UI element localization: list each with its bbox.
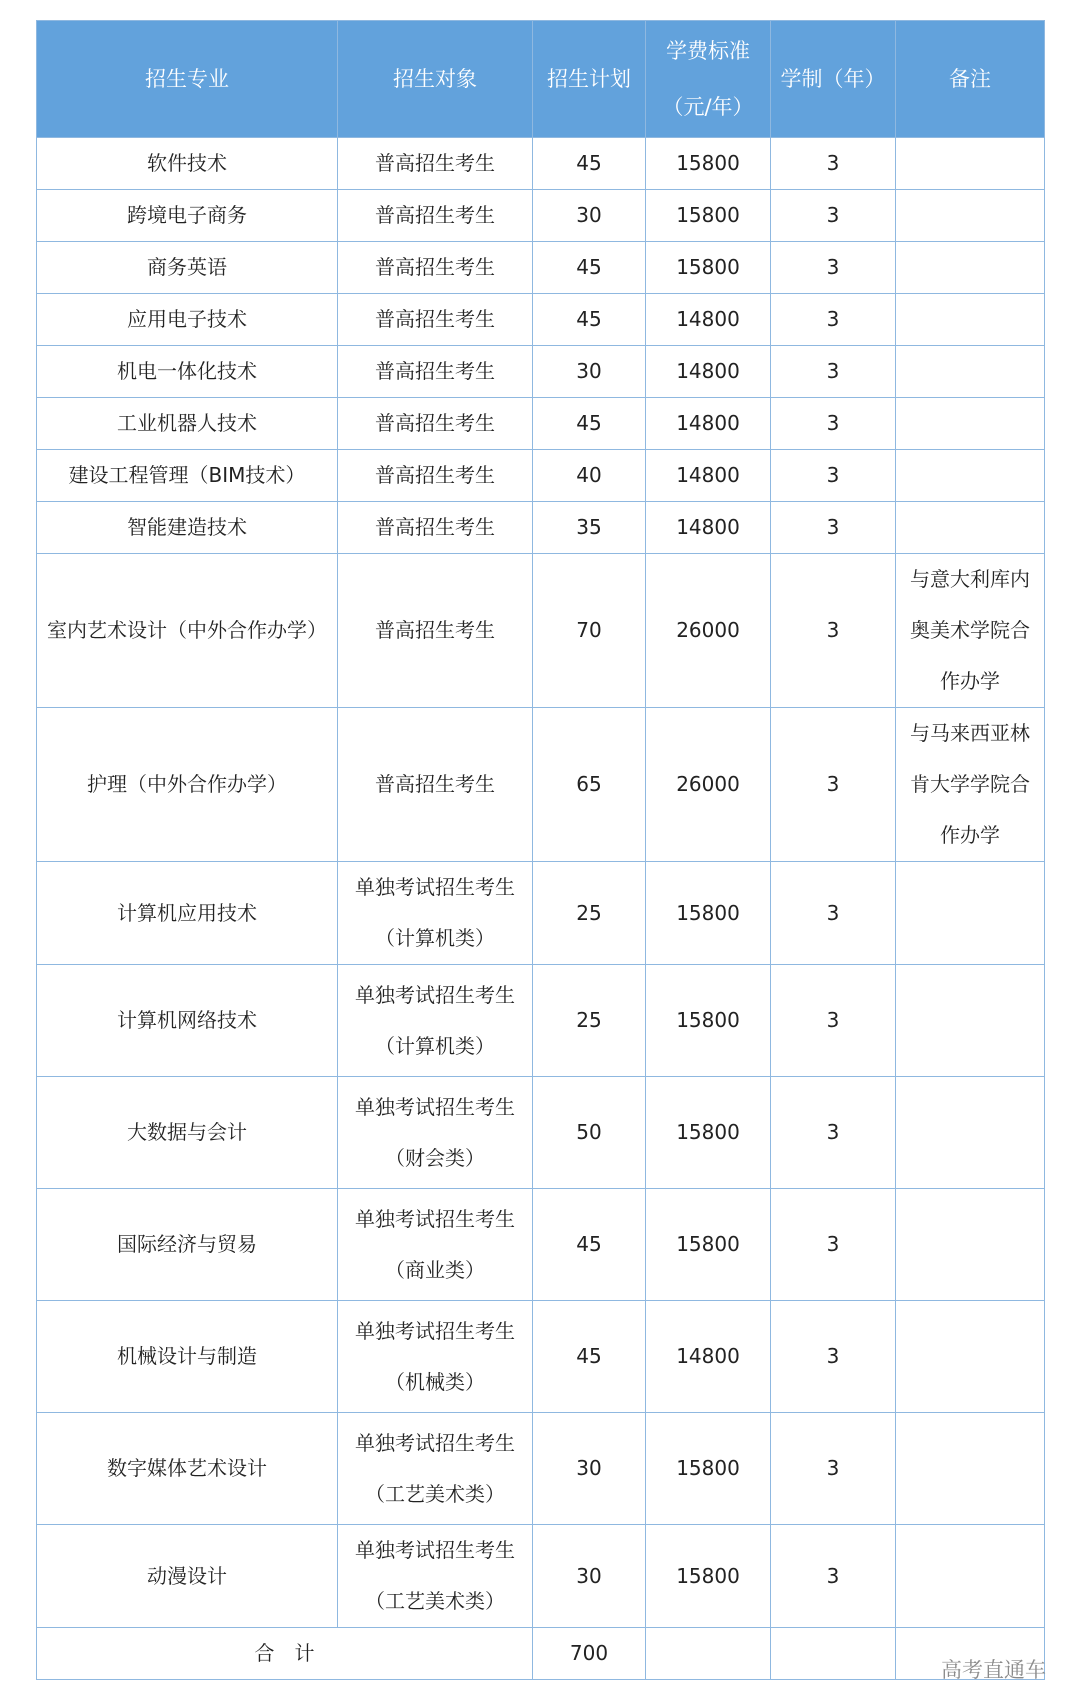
header-fee-line1: 学费标准 bbox=[666, 39, 750, 63]
table-row bbox=[37, 1525, 1045, 1628]
cell-plan: 65 bbox=[533, 708, 646, 862]
total-label: 合 计 bbox=[37, 1628, 533, 1680]
cell-target bbox=[338, 965, 533, 1077]
cell-major: 机械设计与制造 bbox=[37, 1301, 338, 1413]
cell-fee: 14800 bbox=[646, 502, 771, 554]
cell-plan: 45 bbox=[533, 242, 646, 294]
cell-major: 大数据与会计 bbox=[37, 1077, 338, 1189]
cell-target: 普高招生考生 bbox=[338, 294, 533, 346]
cell-years: 3 bbox=[771, 138, 896, 190]
target-line: （计算机类） bbox=[375, 926, 495, 950]
cell-major: 国际经济与贸易 bbox=[37, 1189, 338, 1301]
table-row bbox=[37, 1301, 1045, 1413]
cell-note bbox=[896, 708, 1045, 862]
cell-years: 3 bbox=[771, 1189, 896, 1301]
cell-fee bbox=[646, 1628, 771, 1680]
table-row bbox=[37, 242, 1045, 294]
cell-major: 计算机网络技术 bbox=[37, 965, 338, 1077]
cell-target: 普高招生考生 bbox=[338, 190, 533, 242]
enrollment-table bbox=[36, 20, 1045, 1680]
cell-target: 普高招生考生 bbox=[338, 554, 533, 708]
cell-plan: 30 bbox=[533, 346, 646, 398]
cell-target bbox=[338, 1525, 533, 1628]
header-plan: 招生计划 bbox=[533, 21, 646, 138]
cell-major: 数字媒体艺术设计 bbox=[37, 1413, 338, 1525]
table-row bbox=[37, 502, 1045, 554]
cell-years: 3 bbox=[771, 346, 896, 398]
cell-years: 3 bbox=[771, 1077, 896, 1189]
header-major: 招生专业 bbox=[37, 21, 338, 138]
cell-major: 软件技术 bbox=[37, 138, 338, 190]
cell-target bbox=[338, 1413, 533, 1525]
cell-target bbox=[338, 862, 533, 965]
table-row bbox=[37, 138, 1045, 190]
cell-fee: 26000 bbox=[646, 554, 771, 708]
cell-fee: 15800 bbox=[646, 1413, 771, 1525]
cell-target: 普高招生考生 bbox=[338, 708, 533, 862]
table-row bbox=[37, 294, 1045, 346]
cell-plan: 70 bbox=[533, 554, 646, 708]
cell-plan: 45 bbox=[533, 294, 646, 346]
cell-plan: 50 bbox=[533, 1077, 646, 1189]
cell-fee: 14800 bbox=[646, 346, 771, 398]
cell-plan: 35 bbox=[533, 502, 646, 554]
cell-major: 跨境电子商务 bbox=[37, 190, 338, 242]
cell-plan: 25 bbox=[533, 965, 646, 1077]
note-line: 与马来西亚林 bbox=[910, 721, 1030, 745]
target-line: 单独考试招生考生 bbox=[355, 1538, 515, 1562]
cell-note bbox=[896, 398, 1045, 450]
table-row bbox=[37, 398, 1045, 450]
cell-fee: 15800 bbox=[646, 1189, 771, 1301]
target-line: 单独考试招生考生 bbox=[355, 875, 515, 899]
header-years: 学制（年） bbox=[771, 21, 896, 138]
target-line: （工艺美术类） bbox=[365, 1481, 505, 1506]
total-row bbox=[37, 1628, 1045, 1680]
note-line: 与意大利库内 bbox=[910, 567, 1030, 591]
cell-note bbox=[896, 1525, 1045, 1628]
cell-note bbox=[896, 862, 1045, 965]
table-row bbox=[37, 862, 1045, 965]
note-line: 作办学 bbox=[940, 823, 1000, 847]
header-fee-line2: （元/年） bbox=[662, 95, 754, 119]
table-row bbox=[37, 554, 1045, 708]
cell-target: 普高招生考生 bbox=[338, 502, 533, 554]
table-row bbox=[37, 1189, 1045, 1301]
cell-fee: 14800 bbox=[646, 450, 771, 502]
cell-plan: 25 bbox=[533, 862, 646, 965]
cell-target bbox=[338, 1189, 533, 1301]
cell-target: 普高招生考生 bbox=[338, 138, 533, 190]
cell-plan: 30 bbox=[533, 1525, 646, 1628]
cell-fee: 15800 bbox=[646, 190, 771, 242]
cell-major: 工业机器人技术 bbox=[37, 398, 338, 450]
note-line: 肯大学学院合 bbox=[910, 772, 1030, 796]
target-line: 单独考试招生考生 bbox=[355, 1094, 515, 1119]
cell-fee: 15800 bbox=[646, 242, 771, 294]
target-line: （计算机类） bbox=[375, 1033, 495, 1058]
cell-target: 普高招生考生 bbox=[338, 398, 533, 450]
cell-years: 3 bbox=[771, 242, 896, 294]
cell-major: 商务英语 bbox=[37, 242, 338, 294]
watermark: 高考直通车 bbox=[941, 1658, 1046, 1682]
cell-plan: 30 bbox=[533, 1413, 646, 1525]
cell-years: 3 bbox=[771, 708, 896, 862]
cell-fee: 15800 bbox=[646, 138, 771, 190]
table-row bbox=[37, 190, 1045, 242]
cell-plan: 30 bbox=[533, 190, 646, 242]
cell-note bbox=[896, 502, 1045, 554]
cell-target: 普高招生考生 bbox=[338, 450, 533, 502]
cell-note bbox=[896, 1189, 1045, 1301]
cell-note bbox=[896, 554, 1045, 708]
cell-plan: 40 bbox=[533, 450, 646, 502]
cell-major: 智能建造技术 bbox=[37, 502, 338, 554]
cell-note bbox=[896, 346, 1045, 398]
target-line: （机械类） bbox=[385, 1369, 485, 1394]
cell-years bbox=[771, 1628, 896, 1680]
cell-plan: 45 bbox=[533, 1189, 646, 1301]
table-row bbox=[37, 1413, 1045, 1525]
target-line: 单独考试招生考生 bbox=[355, 982, 515, 1007]
cell-note bbox=[896, 1301, 1045, 1413]
cell-plan: 45 bbox=[533, 398, 646, 450]
target-line: （工艺美术类） bbox=[365, 1589, 505, 1613]
header-note: 备注 bbox=[896, 21, 1045, 138]
cell-major: 动漫设计 bbox=[37, 1525, 338, 1628]
cell-major: 护理（中外合作办学） bbox=[37, 708, 338, 862]
cell-years: 3 bbox=[771, 965, 896, 1077]
table-header-row bbox=[37, 21, 1045, 138]
cell-major: 应用电子技术 bbox=[37, 294, 338, 346]
cell-major: 建设工程管理（BIM技术） bbox=[37, 450, 338, 502]
cell-note bbox=[896, 242, 1045, 294]
table-row bbox=[37, 450, 1045, 502]
cell-years: 3 bbox=[771, 1413, 896, 1525]
cell-note bbox=[896, 1077, 1045, 1189]
cell-fee: 15800 bbox=[646, 965, 771, 1077]
cell-fee: 14800 bbox=[646, 294, 771, 346]
header-target: 招生对象 bbox=[338, 21, 533, 138]
cell-target: 普高招生考生 bbox=[338, 346, 533, 398]
cell-note bbox=[896, 450, 1045, 502]
cell-years: 3 bbox=[771, 1525, 896, 1628]
table-row bbox=[37, 708, 1045, 862]
header-fee bbox=[646, 21, 771, 138]
note-line: 作办学 bbox=[940, 669, 1000, 693]
cell-years: 3 bbox=[771, 190, 896, 242]
cell-years: 3 bbox=[771, 554, 896, 708]
cell-target bbox=[338, 1077, 533, 1189]
table-row bbox=[37, 1077, 1045, 1189]
cell-target bbox=[338, 1301, 533, 1413]
cell-target: 普高招生考生 bbox=[338, 242, 533, 294]
cell-fee: 15800 bbox=[646, 1525, 771, 1628]
table-row bbox=[37, 965, 1045, 1077]
note-line: 奥美术学院合 bbox=[910, 618, 1030, 642]
target-line: 单独考试招生考生 bbox=[355, 1430, 515, 1455]
cell-note bbox=[896, 1413, 1045, 1525]
cell-major: 室内艺术设计（中外合作办学） bbox=[37, 554, 338, 708]
cell-years: 3 bbox=[771, 450, 896, 502]
cell-fee: 14800 bbox=[646, 1301, 771, 1413]
cell-years: 3 bbox=[771, 502, 896, 554]
cell-fee: 15800 bbox=[646, 862, 771, 965]
target-line: 单独考试招生考生 bbox=[355, 1318, 515, 1343]
total-plan: 700 bbox=[533, 1628, 646, 1680]
cell-years: 3 bbox=[771, 294, 896, 346]
cell-years: 3 bbox=[771, 398, 896, 450]
cell-major: 计算机应用技术 bbox=[37, 862, 338, 965]
cell-note bbox=[896, 965, 1045, 1077]
cell-plan: 45 bbox=[533, 138, 646, 190]
target-line: （财会类） bbox=[385, 1145, 485, 1170]
target-line: （商业类） bbox=[385, 1257, 485, 1282]
cell-note bbox=[896, 294, 1045, 346]
table-row bbox=[37, 346, 1045, 398]
cell-fee: 14800 bbox=[646, 398, 771, 450]
cell-note bbox=[896, 138, 1045, 190]
cell-note bbox=[896, 190, 1045, 242]
cell-major: 机电一体化技术 bbox=[37, 346, 338, 398]
cell-years: 3 bbox=[771, 1301, 896, 1413]
cell-fee: 15800 bbox=[646, 1077, 771, 1189]
cell-plan: 45 bbox=[533, 1301, 646, 1413]
cell-fee: 26000 bbox=[646, 708, 771, 862]
target-line: 单独考试招生考生 bbox=[355, 1206, 515, 1231]
cell-years: 3 bbox=[771, 862, 896, 965]
